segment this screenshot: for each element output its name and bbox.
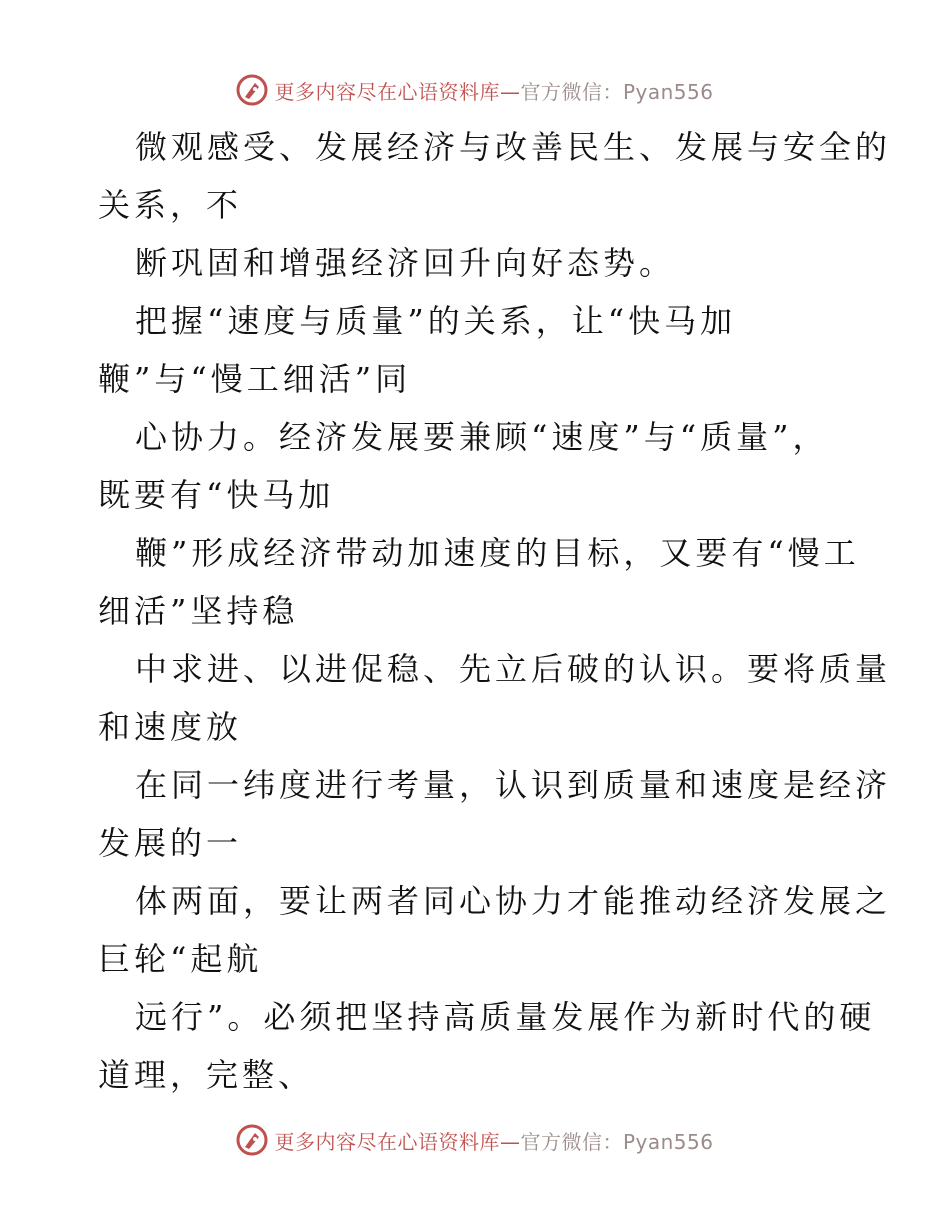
footer-banner [0, 1120, 950, 1160]
body-line: 中求进、以进促稳、先立后破的认识。要将质量 [135, 650, 892, 688]
body-line: 发展的一 [98, 824, 243, 862]
body-line: 在同一纬度进行考量，认识到质量和速度是经济 [135, 766, 892, 804]
body-line: 细活”坚持稳 [98, 592, 299, 630]
document-body [98, 118, 892, 1104]
body-line: 微观感受、发展经济与改善民生、发展与安全的 [135, 128, 892, 166]
body-line: 道理，完整、 [98, 1056, 315, 1094]
body-line: 既要有“快马加 [98, 476, 335, 514]
body-line: 把握“速度与质量”的关系，让“快马加 [135, 302, 737, 340]
header-banner-text [274, 76, 713, 105]
body-line: 断巩固和增强经济回升向好态势。 [135, 244, 676, 282]
body-line: 体两面，要让两者同心协力才能推动经济发展之 [135, 882, 892, 920]
body-line: 和速度放 [98, 708, 243, 746]
body-line: 心协力。经济发展要兼顾“速度”与“质量”， [135, 418, 829, 456]
body-line: 关系，不 [98, 186, 243, 224]
body-line: 鞭”与“慢工细活”同 [98, 360, 412, 398]
footer-banner-main: 更多内容尽在心语资料库— [274, 1129, 521, 1154]
body-line: 巨轮“起航 [98, 940, 263, 978]
footer-banner-wechat: 官方微信：Pyan556 [520, 1129, 714, 1154]
header-banner [0, 70, 950, 110]
body-line: 鞭”形成经济带动加速度的目标，又要有“慢工 [135, 534, 860, 572]
footer-banner-text [274, 1126, 713, 1155]
body-line: 远行”。必须把坚持高质量发展作为新时代的硬 [135, 998, 876, 1036]
header-banner-wechat: 官方微信：Pyan556 [520, 79, 714, 104]
pen-nib-logo-icon [236, 74, 268, 106]
pen-nib-logo-icon [236, 1124, 268, 1156]
header-banner-main: 更多内容尽在心语资料库— [274, 79, 521, 104]
